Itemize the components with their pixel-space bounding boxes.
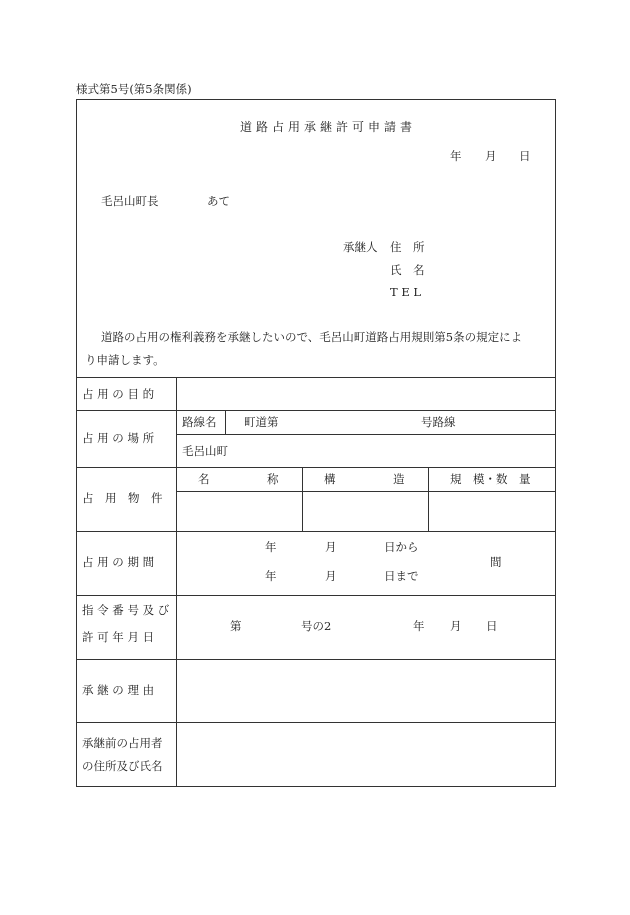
route-suffix: 号路線 — [421, 415, 456, 429]
date-day: 日 — [519, 149, 531, 163]
period-to-day: 日まで — [384, 569, 419, 583]
applicant-name-label: 氏 名 — [390, 263, 425, 277]
place-label: 占 用 の 場 所 — [82, 431, 155, 445]
date-year: 年 — [450, 149, 462, 163]
item-header-scale: 規 模・数 量 — [450, 472, 531, 486]
period-from-month: 月 — [325, 540, 337, 554]
item-label: 占 用 物 件 — [82, 491, 163, 505]
form-number: 様式第5号(第5条関係) — [76, 82, 192, 96]
place-town: 毛呂山町 — [182, 444, 228, 458]
body-text-line1: 道路の占用の権利義務を承継したいので、毛呂山町道路占用規則第5条の規定によ — [101, 330, 523, 344]
permit-month: 月 — [450, 619, 462, 633]
applicant-role: 承継人 — [343, 240, 378, 254]
body-text-line2: り申請します。 — [85, 353, 165, 367]
applicant-tel-label: T E L — [390, 285, 422, 299]
period-to-month: 月 — [325, 569, 337, 583]
permit-year: 年 — [413, 619, 425, 633]
date-month: 月 — [485, 149, 497, 163]
form-title: 道路占用承継許可申請書 — [240, 120, 417, 134]
permit-day: 日 — [486, 619, 498, 633]
period-to-year: 年 — [265, 569, 277, 583]
route-name-label: 路線名 — [182, 415, 217, 429]
period-from-year: 年 — [265, 540, 277, 554]
permit-label-line2: 許 可 年 月 日 — [82, 630, 155, 644]
item-header-structure: 構 造 — [324, 472, 405, 486]
permit-label-line1: 指 令 番 号 及 び — [82, 603, 170, 617]
permit-no-suffix: 号の2 — [301, 619, 332, 633]
item-header-name: 名 称 — [198, 472, 279, 486]
route-prefix: 町道第 — [244, 415, 279, 429]
permit-no-prefix: 第 — [230, 619, 242, 633]
reason-label: 承 継 の 理 由 — [82, 683, 155, 697]
period-between: 間 — [490, 555, 502, 569]
period-from-day: 日から — [384, 540, 419, 554]
addressee-suffix: あて — [207, 194, 230, 208]
addressee-name: 毛呂山町長 — [101, 194, 159, 208]
applicant-address-label: 住 所 — [390, 240, 425, 254]
purpose-label: 占 用 の 目 的 — [82, 387, 155, 401]
previous-occupant-label-line1: 承継前の占用者 — [82, 736, 163, 750]
period-label: 占 用 の 期 間 — [82, 555, 155, 569]
previous-occupant-label-line2: の住所及び氏名 — [82, 759, 163, 773]
